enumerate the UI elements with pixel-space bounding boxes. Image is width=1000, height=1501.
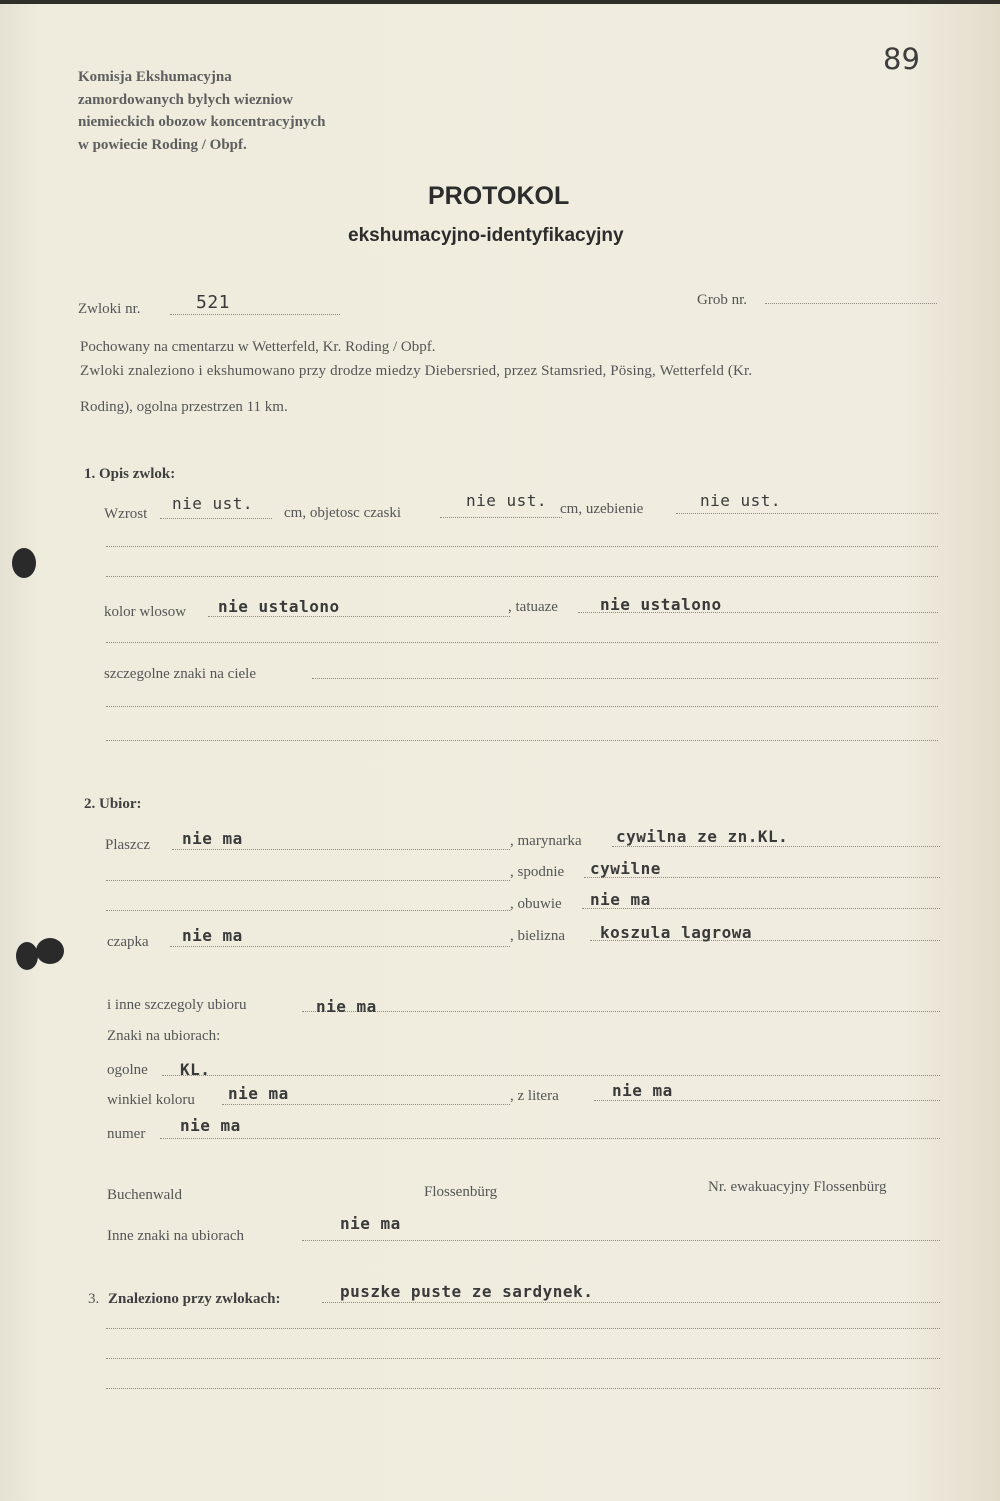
- blank-line: [106, 546, 938, 547]
- numer-value: nie ma: [180, 1116, 241, 1135]
- buchenwald-label: Buchenwald: [107, 1187, 182, 1203]
- spodnie-label: , spodnie: [510, 864, 565, 880]
- znaki-ciala-label: szczegolne znaki na ciele: [104, 666, 256, 682]
- inne-znaki-line: [302, 1240, 940, 1241]
- blank-line: [106, 1358, 940, 1359]
- section3-value: puszke puste ze sardynek.: [340, 1282, 594, 1301]
- bielizna-label: , bielizna: [510, 928, 565, 944]
- inne-znaki-value: nie ma: [340, 1214, 401, 1233]
- ewakuacyjny-label: Nr. ewakuacyjny Flossenbürg: [708, 1179, 887, 1195]
- inne-szczegoly-value: nie ma: [316, 997, 377, 1016]
- plaszcz-value: nie ma: [182, 829, 243, 848]
- pochowany-text: Pochowany na cmentarzu w Wetterfeld, Kr. Roding / Obpf.: [80, 339, 436, 355]
- binder-hole-mark: [36, 938, 64, 964]
- znaleziono-text-1: Zwloki znaleziono i ekshumowano przy drodze miedzy Diebersried, przez Stamsried, Pösing, Wetterfeld (Kr.: [80, 363, 753, 379]
- grob-label: Grob nr.: [697, 292, 747, 308]
- flossenburg-label: Flossenbürg: [424, 1184, 498, 1200]
- zwloki-value: 521: [196, 292, 231, 313]
- spodnie-value: cywilne: [590, 859, 661, 878]
- wlosy-value: nie ustalono: [218, 597, 340, 616]
- blank-line: [106, 576, 938, 577]
- marynarka-label: , marynarka: [510, 833, 582, 849]
- blank-line: [106, 642, 938, 643]
- tatuaze-value: nie ustalono: [600, 595, 722, 614]
- header-line-2: zamordowanych bylych wiezniow: [78, 91, 293, 108]
- blank-line: [106, 910, 510, 911]
- ogolne-value: KL.: [180, 1060, 211, 1079]
- cm-uzebienie-label: cm, uzebienie: [560, 501, 644, 517]
- litera-label: , z litera: [510, 1088, 559, 1104]
- blank-line: [106, 706, 938, 707]
- numer-line: [160, 1138, 940, 1139]
- plaszcz-line: [172, 849, 510, 850]
- wlosy-label: kolor wlosow: [104, 604, 187, 620]
- section3-heading: Znaleziono przy zwlokach:: [108, 1291, 281, 1307]
- wzrost-value: nie ust.: [172, 494, 254, 513]
- znaki-ubior-label: Znaki na ubiorach:: [107, 1028, 221, 1044]
- zwloki-line: [170, 314, 340, 315]
- ogolne-label: ogolne: [107, 1062, 148, 1078]
- marynarka-line: [612, 846, 940, 847]
- section3-number: 3.: [88, 1291, 100, 1307]
- header-line-4: w powiecie Roding / Obpf.: [78, 136, 247, 153]
- inne-szczegoly-line: [302, 1011, 940, 1012]
- marynarka-value: cywilna ze zn.KL.: [616, 827, 789, 846]
- wlosy-line: [208, 616, 510, 617]
- czaszka-value: nie ust.: [466, 491, 548, 510]
- section2-heading: 2. Ubior:: [84, 796, 142, 812]
- section3-line: [322, 1302, 940, 1303]
- ogolne-line: [162, 1075, 940, 1076]
- plaszcz-label: Plaszcz: [105, 837, 150, 853]
- winkiel-line: [222, 1104, 510, 1105]
- binder-hole-mark: [12, 548, 36, 578]
- czapka-label: czapka: [107, 934, 149, 950]
- commission-header: [78, 66, 325, 156]
- obuwie-value: nie ma: [590, 890, 651, 909]
- znaleziono-text-2: Roding), ogolna przestrzen 11 km.: [80, 399, 288, 415]
- wzrost-line: [160, 518, 272, 519]
- blank-line: [106, 1388, 940, 1389]
- blank-line: [106, 1328, 940, 1329]
- winkiel-label: winkiel koloru: [107, 1092, 195, 1108]
- header-line-3: niemieckich obozow koncentracyjnych: [78, 114, 326, 130]
- header-line-1: Komisja Ekshumacyjna: [78, 69, 232, 85]
- grob-line: [765, 303, 937, 304]
- winkiel-value: nie ma: [228, 1084, 289, 1103]
- numer-label: numer: [107, 1126, 146, 1142]
- znaki-ciala-line: [312, 678, 938, 679]
- blank-line: [106, 740, 938, 741]
- section1-heading: 1. Opis zwlok:: [84, 466, 176, 482]
- document-subtitle: ekshumacyjno-identyfikacyjny: [348, 225, 624, 246]
- page-number: 89: [883, 42, 920, 76]
- binder-hole-mark: [16, 942, 38, 970]
- uzebienie-line: [676, 513, 938, 514]
- tatuaze-label: , tatuaze: [508, 599, 558, 615]
- zwloki-label: Zwloki nr.: [78, 301, 141, 317]
- inne-szczegoly-label: i inne szczegoly ubioru: [107, 997, 247, 1013]
- blank-line: [106, 880, 510, 881]
- cm-objetosc-label: cm, objetosc czaski: [284, 505, 402, 521]
- czapka-value: nie ma: [182, 926, 243, 945]
- litera-line: [594, 1100, 940, 1101]
- litera-value: nie ma: [612, 1081, 673, 1100]
- bielizna-value: koszula lagrowa: [600, 923, 752, 942]
- inne-znaki-label: Inne znaki na ubiorach: [107, 1228, 245, 1244]
- czapka-line: [170, 946, 510, 947]
- wzrost-label: Wzrost: [104, 506, 148, 522]
- czaszka-line: [440, 517, 562, 518]
- obuwie-label: , obuwie: [510, 896, 562, 912]
- uzebienie-value: nie ust.: [700, 491, 782, 510]
- document-title: PROTOKOL: [428, 182, 570, 210]
- scan-top-edge: [0, 0, 1000, 4]
